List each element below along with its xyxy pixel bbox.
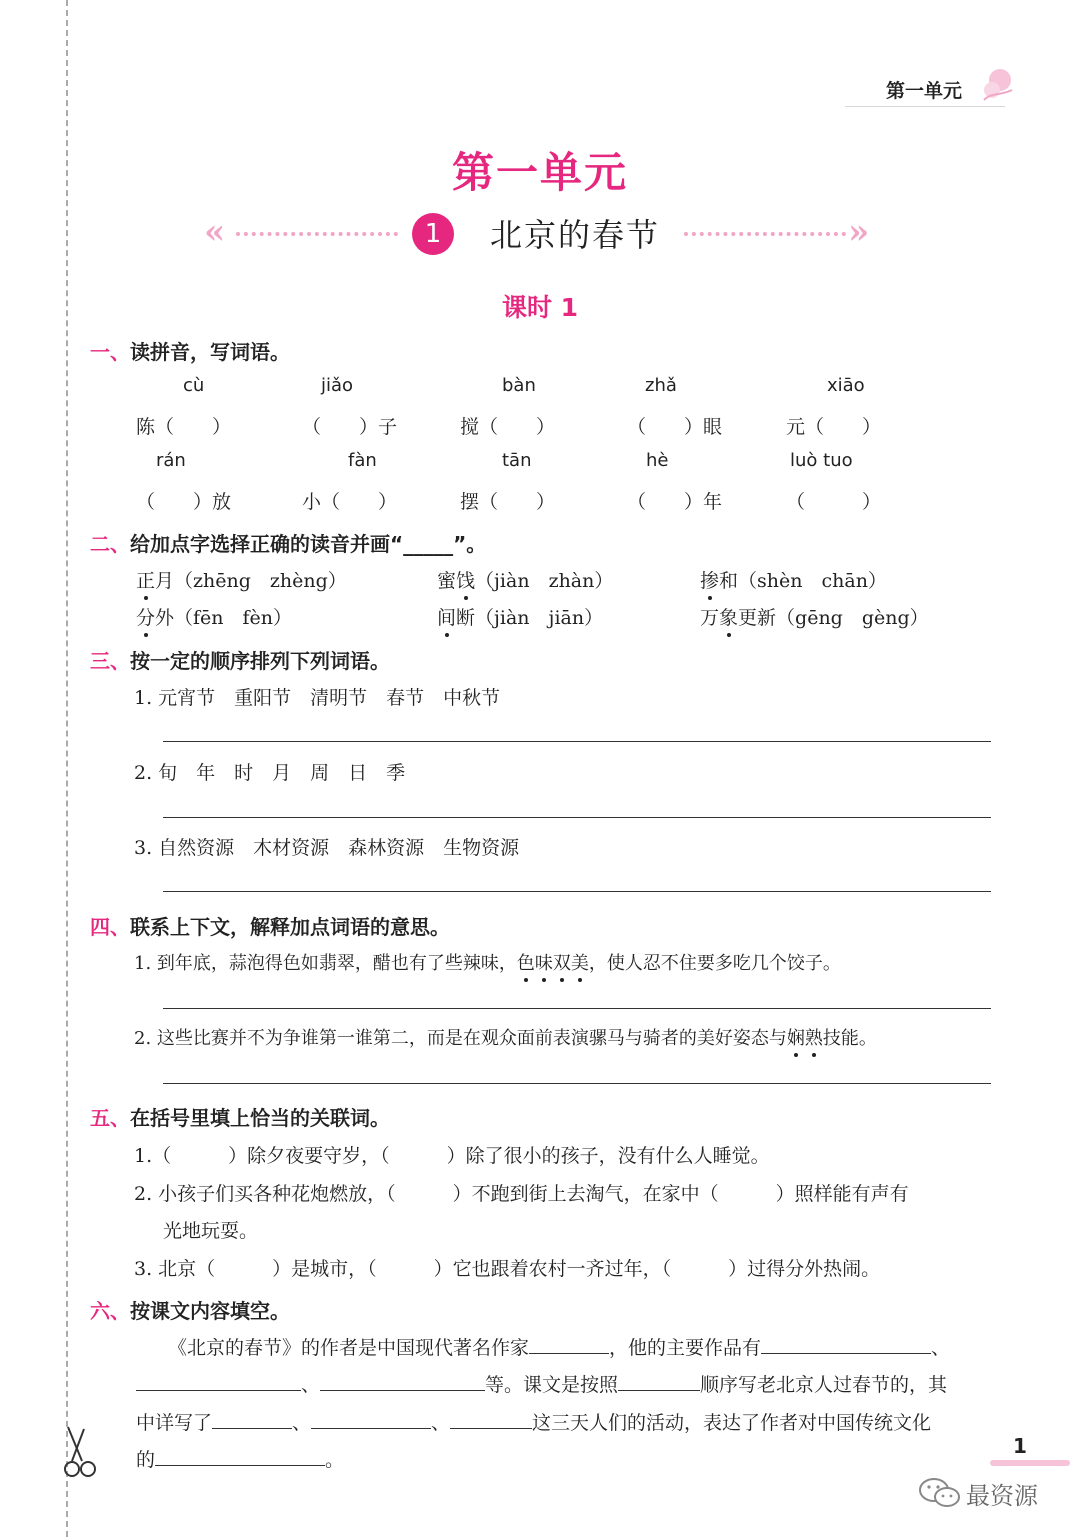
dotted-char: 掺	[700, 566, 719, 593]
pinyin: bàn	[502, 375, 536, 396]
answer-line[interactable]	[163, 817, 991, 818]
watermark: 最资源	[966, 1482, 1038, 1510]
section-3-heading	[90, 645, 390, 674]
pinyin: cù	[183, 375, 205, 396]
dotted-char: 正	[136, 566, 155, 593]
dotted-char: 象	[719, 603, 738, 630]
section-4-title: 联系上下文，解释加点词语的意思。	[130, 915, 450, 939]
context-sentence: 2. 这些比赛并不为争谁第一谁第二，而是在观众面前表演骡马与骑者的美好姿态与娴熟技能。	[134, 1024, 877, 1050]
scissors-icon	[60, 1425, 104, 1481]
lesson-number-badge: 1	[412, 213, 454, 255]
flower-icon	[978, 66, 1018, 106]
word-blank[interactable]: 小（ ）	[302, 491, 398, 513]
section-6-number: 六、	[90, 1299, 130, 1323]
word-blank[interactable]: 陈（ ）	[136, 416, 232, 438]
answer-line[interactable]	[163, 741, 991, 742]
fill-blank[interactable]	[618, 1370, 700, 1391]
word-blank[interactable]: （ ）子	[302, 416, 398, 438]
dotted-char: 饯	[456, 566, 475, 593]
header-underline	[845, 106, 1005, 107]
pinyin: tān	[502, 450, 532, 471]
section-1-number: 一、	[90, 340, 130, 364]
page-number-bar	[990, 1460, 1070, 1466]
reading-choice[interactable]: 万象更新（gēng gèng）	[700, 603, 929, 630]
conjunction-fill[interactable]: 2. 小孩子们买各种花炮燃放，（ ）不跑到街上去淘气，在家中（ ）照样能有声有	[134, 1183, 909, 1205]
wechat-icon	[918, 1476, 962, 1510]
fill-blank[interactable]	[761, 1333, 931, 1354]
section-1-heading	[90, 336, 290, 365]
pinyin: xiāo	[827, 375, 865, 396]
reading-choice[interactable]: 间断（jiàn jiān）	[437, 603, 603, 630]
ordering-item: 2. 旬 年 时 月 周 日 季	[134, 762, 406, 784]
section-5-number: 五、	[90, 1106, 130, 1130]
page-number: 1	[1013, 1434, 1027, 1458]
pinyin: fàn	[348, 450, 377, 471]
fill-paragraph-line: 、 等。课文是按照 顺序写老北京人过春节的，其	[136, 1370, 947, 1397]
lesson-period: 课时 1	[501, 293, 579, 322]
fill-blank[interactable]	[136, 1370, 301, 1391]
reading-choice[interactable]: 正月（zhēng zhèng）	[136, 566, 347, 593]
section-4-heading	[90, 911, 450, 940]
pinyin: zhǎ	[645, 375, 677, 396]
pinyin: luò tuo	[790, 450, 853, 471]
fill-blank[interactable]	[450, 1408, 532, 1429]
answer-line[interactable]	[163, 1083, 991, 1084]
word-blank[interactable]: 摆（ ）	[460, 491, 556, 513]
chevron-left-icon: «	[204, 212, 226, 252]
fill-paragraph-line: 《北京的春节》的作者是中国现代著名作家 ，他的主要作品有 、	[168, 1333, 950, 1360]
answer-line[interactable]	[163, 891, 991, 892]
fill-blank[interactable]	[212, 1408, 292, 1429]
word-blank[interactable]: （ ）	[786, 491, 882, 513]
dotted-char: 分	[136, 603, 155, 630]
section-5-title: 在括号里填上恰当的关联词。	[130, 1106, 390, 1130]
pinyin: hè	[646, 450, 669, 471]
word-blank[interactable]: （ ）年	[627, 491, 723, 513]
fill-paragraph-line: 中详写了 、 、 这三天人们的活动，表达了作者对中国传统文化	[136, 1408, 931, 1435]
chevron-right-icon: »	[848, 212, 870, 252]
fill-blank[interactable]	[311, 1408, 431, 1429]
ordering-item: 3. 自然资源 木材资源 森林资源 生物资源	[134, 837, 520, 859]
dotted-char: 间	[437, 603, 456, 630]
section-6-title: 按课文内容填空。	[130, 1299, 290, 1323]
section-5-heading	[90, 1102, 390, 1131]
ordering-item: 1. 元宵节 重阳节 清明节 春节 中秋节	[134, 687, 501, 709]
pinyin: rán	[156, 450, 186, 471]
answer-line[interactable]	[163, 1008, 991, 1009]
fill-blank[interactable]	[320, 1370, 485, 1391]
conjunction-fill[interactable]: 3. 北京（ ）是城市，（ ）它也跟着农村一齐过年，（ ）过得分外热闹。	[134, 1258, 881, 1280]
header-unit-label: 第一单元	[886, 80, 963, 102]
reading-choice[interactable]: 掺和（shèn chān）	[700, 566, 887, 593]
section-2-heading	[90, 528, 486, 557]
conjunction-fill-cont: 光地玩耍。	[163, 1220, 259, 1242]
dotted-divider-left	[236, 232, 398, 236]
section-2-number: 二、	[90, 532, 130, 556]
reading-choice[interactable]: 蜜饯（jiàn zhàn）	[437, 566, 613, 593]
fill-blank[interactable]	[529, 1333, 609, 1354]
word-blank[interactable]: （ ）放	[136, 491, 232, 513]
section-3-title: 按一定的顺序排列下列词语。	[130, 649, 390, 673]
context-sentence: 1. 到年底，蒜泡得色如翡翠，醋也有了些辣味，色味双美，使人忍不住要多吃几个饺子。	[134, 949, 841, 975]
section-6-heading	[90, 1295, 290, 1324]
word-blank[interactable]: 搅（ ）	[460, 416, 556, 438]
section-2-title: 给加点字选择正确的读音并画“_____”。	[130, 532, 487, 556]
pinyin: jiǎo	[321, 375, 354, 396]
lesson-title: 北京的春节	[490, 216, 661, 254]
word-blank[interactable]: 元（ ）	[786, 416, 882, 438]
section-3-number: 三、	[90, 649, 130, 673]
unit-title: 第一单元	[451, 148, 628, 197]
cut-line	[66, 0, 68, 1537]
dotted-divider-right	[684, 232, 846, 236]
fill-paragraph-line: 的 。	[136, 1445, 344, 1472]
section-1-title: 读拼音，写词语。	[130, 340, 290, 364]
section-4-number: 四、	[90, 915, 130, 939]
conjunction-fill[interactable]: 1.（ ）除夕夜要守岁，（ ）除了很小的孩子，没有什么人睡觉。	[134, 1145, 770, 1167]
reading-choice[interactable]: 分外（fēn fèn）	[136, 603, 292, 630]
word-blank[interactable]: （ ）眼	[627, 416, 723, 438]
fill-blank[interactable]	[155, 1445, 325, 1466]
